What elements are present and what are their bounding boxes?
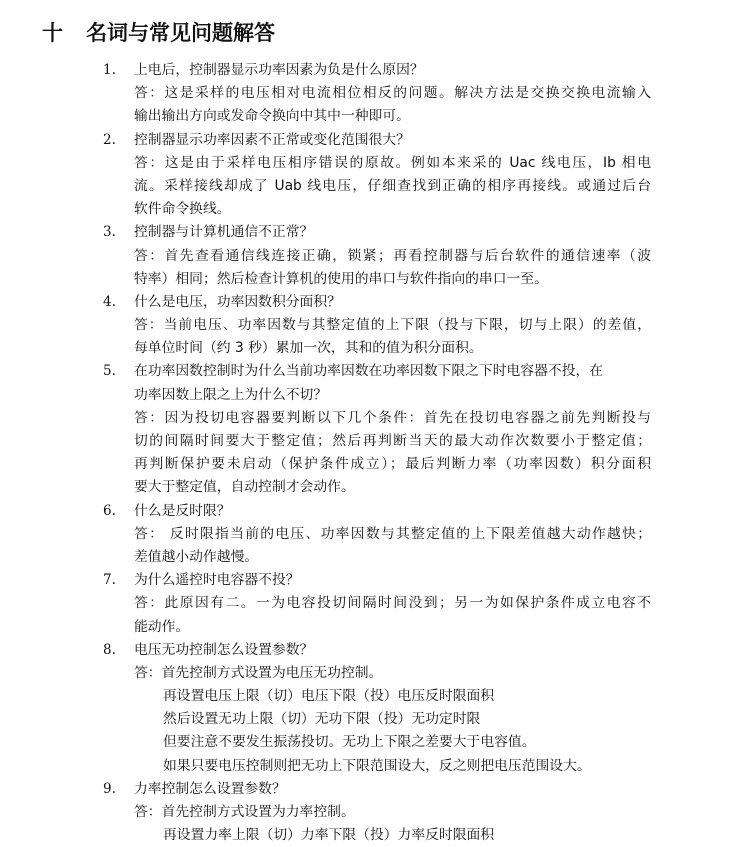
answer — [0, 407, 730, 500]
answer-step: 再设置电压上限（切）电压下限（投）电压反时限面积 — [163, 688, 495, 705]
faq-item — [0, 778, 730, 847]
question-text: 电压无功控制怎么设置参数？ — [134, 641, 314, 658]
item-number: 1. — [103, 62, 116, 78]
item-number: 3. — [103, 224, 116, 241]
answer — [0, 82, 730, 128]
question — [0, 500, 730, 523]
item-number: 4. — [103, 293, 116, 310]
answer-line: 能动作。 — [134, 618, 190, 635]
faq-item — [0, 500, 730, 570]
section-number: 十 — [42, 21, 63, 45]
question-text: 在功率因数控制时为什么当前功率因数在功率因数下限之下时电容器不投，在 — [134, 363, 604, 380]
answer-line: 要大于整定值，自动控制才会动作。 — [134, 479, 355, 496]
faq-item — [0, 360, 730, 499]
item-number: 8. — [103, 641, 116, 658]
answer — [0, 523, 730, 569]
question-text: 上电后，控制器显示功率因素为负是什么原因？ — [134, 62, 424, 78]
section-title: 名词与常见问题解答 — [86, 21, 275, 45]
answer-line: 输出输出方向或发命令换向中其中一种即可。 — [134, 108, 410, 125]
section-heading — [42, 20, 275, 46]
item-number: 6. — [103, 502, 116, 519]
question — [0, 129, 730, 152]
item-number: 9. — [103, 780, 116, 797]
question — [0, 221, 730, 244]
question-continued — [0, 384, 730, 407]
answer-line: 答：因为投切电容器要判断以下几个条件：首先在投切电容器之前先判断投与 — [134, 409, 651, 426]
faq-item — [0, 59, 730, 129]
faq-item — [0, 221, 730, 291]
question-text: 控制器与计算机通信不正常？ — [134, 224, 314, 241]
item-number: 5. — [103, 363, 116, 380]
answer-step: 然后设置无功上限（切）无功下限（投）无功定时限 — [163, 711, 481, 728]
answer — [0, 592, 730, 638]
faq-item — [0, 569, 730, 639]
answer-line: 差值越小动作越慢。 — [134, 548, 259, 565]
question — [0, 778, 730, 801]
question-text: 什么是电压，功率因数积分面积？ — [134, 293, 341, 310]
question-text: 控制器显示功率因素不正常或变化范围很大？ — [134, 131, 410, 148]
answer-line: 特率）相同；然后检查计算机的使用的串口与软件指向的串口一至。 — [134, 270, 548, 287]
answer-line: 答：此原因有二。一为电容投切间隔时间没到；另一为如保护条件成立电容不 — [134, 595, 651, 612]
question — [0, 59, 730, 82]
answer-line: 答：这是采样的电压相对电流相位相反的问题。解决方法是交换交换电流输入 — [134, 85, 651, 102]
question — [0, 569, 730, 592]
faq-item — [0, 291, 730, 361]
answer-line: 软件命令换线。 — [134, 201, 231, 218]
answer — [0, 314, 730, 360]
question — [0, 291, 730, 314]
answer-line: 切的间隔时间要大于整定值；然后再判断当天的最大动作次数要小于整定值； — [134, 433, 651, 449]
answer-line: 答：这是由于采样电压相序错误的原故。例如本来采的 Uac 线电压，Ib 相电 — [134, 154, 651, 171]
faq-item — [0, 639, 730, 778]
question-text: 什么是反时限？ — [134, 502, 231, 519]
question-text: 力率控制怎么设置参数？ — [134, 780, 286, 797]
answer-line: 答：首先查看通信线连接正确，锁紧；再看控制器与后台软件的通信速率（波 — [134, 247, 651, 264]
answer-step: 再设置力率上限（切）力率下限（投）力率反时限面积 — [163, 827, 495, 844]
faq-list — [0, 59, 730, 847]
faq-item — [0, 129, 730, 222]
item-number: 2. — [103, 131, 116, 148]
answer — [0, 662, 730, 778]
answer — [0, 801, 730, 847]
answer-line: 再判断保护要未启动（保护条件成立）；最后判断力率（功率因数）积分面积 — [134, 456, 651, 473]
answer-line: 答：首先控制方式设置为力率控制。 — [134, 804, 355, 820]
question — [0, 360, 730, 383]
answer — [0, 245, 730, 291]
answer-line: 答：当前电压、功率因数与其整定值的上下限（投与下限，切与上限）的差值， — [134, 317, 651, 334]
answer-line: 每单位时间（约 3 秒）累加一次，其和的值为积分面积。 — [134, 340, 483, 357]
question — [0, 639, 730, 662]
answer-step: 但要注意不要发生振荡投切。无功上下限之差要大于电容值。 — [163, 734, 536, 751]
answer-line: 答：首先控制方式设置为电压无功控制。 — [134, 664, 383, 681]
answer-step: 如果只要电压控制则把无功上下限范围设大，反之则把电压范围设大。 — [163, 757, 591, 774]
answer — [0, 152, 730, 222]
question-text: 功率因数上限之上为什么不切？ — [134, 386, 328, 403]
item-number: 7. — [103, 572, 116, 589]
answer-line: 流。采样接线却成了 Uab 线电压，仔细查找到正确的相序再接线。或通过后台 — [134, 177, 651, 194]
answer-line: 答： 反时限指当前的电压、功率因数与其整定值的上下限差值越大动作越快； — [134, 525, 651, 542]
question-text: 为什么遥控时电容器不投？ — [134, 572, 300, 589]
